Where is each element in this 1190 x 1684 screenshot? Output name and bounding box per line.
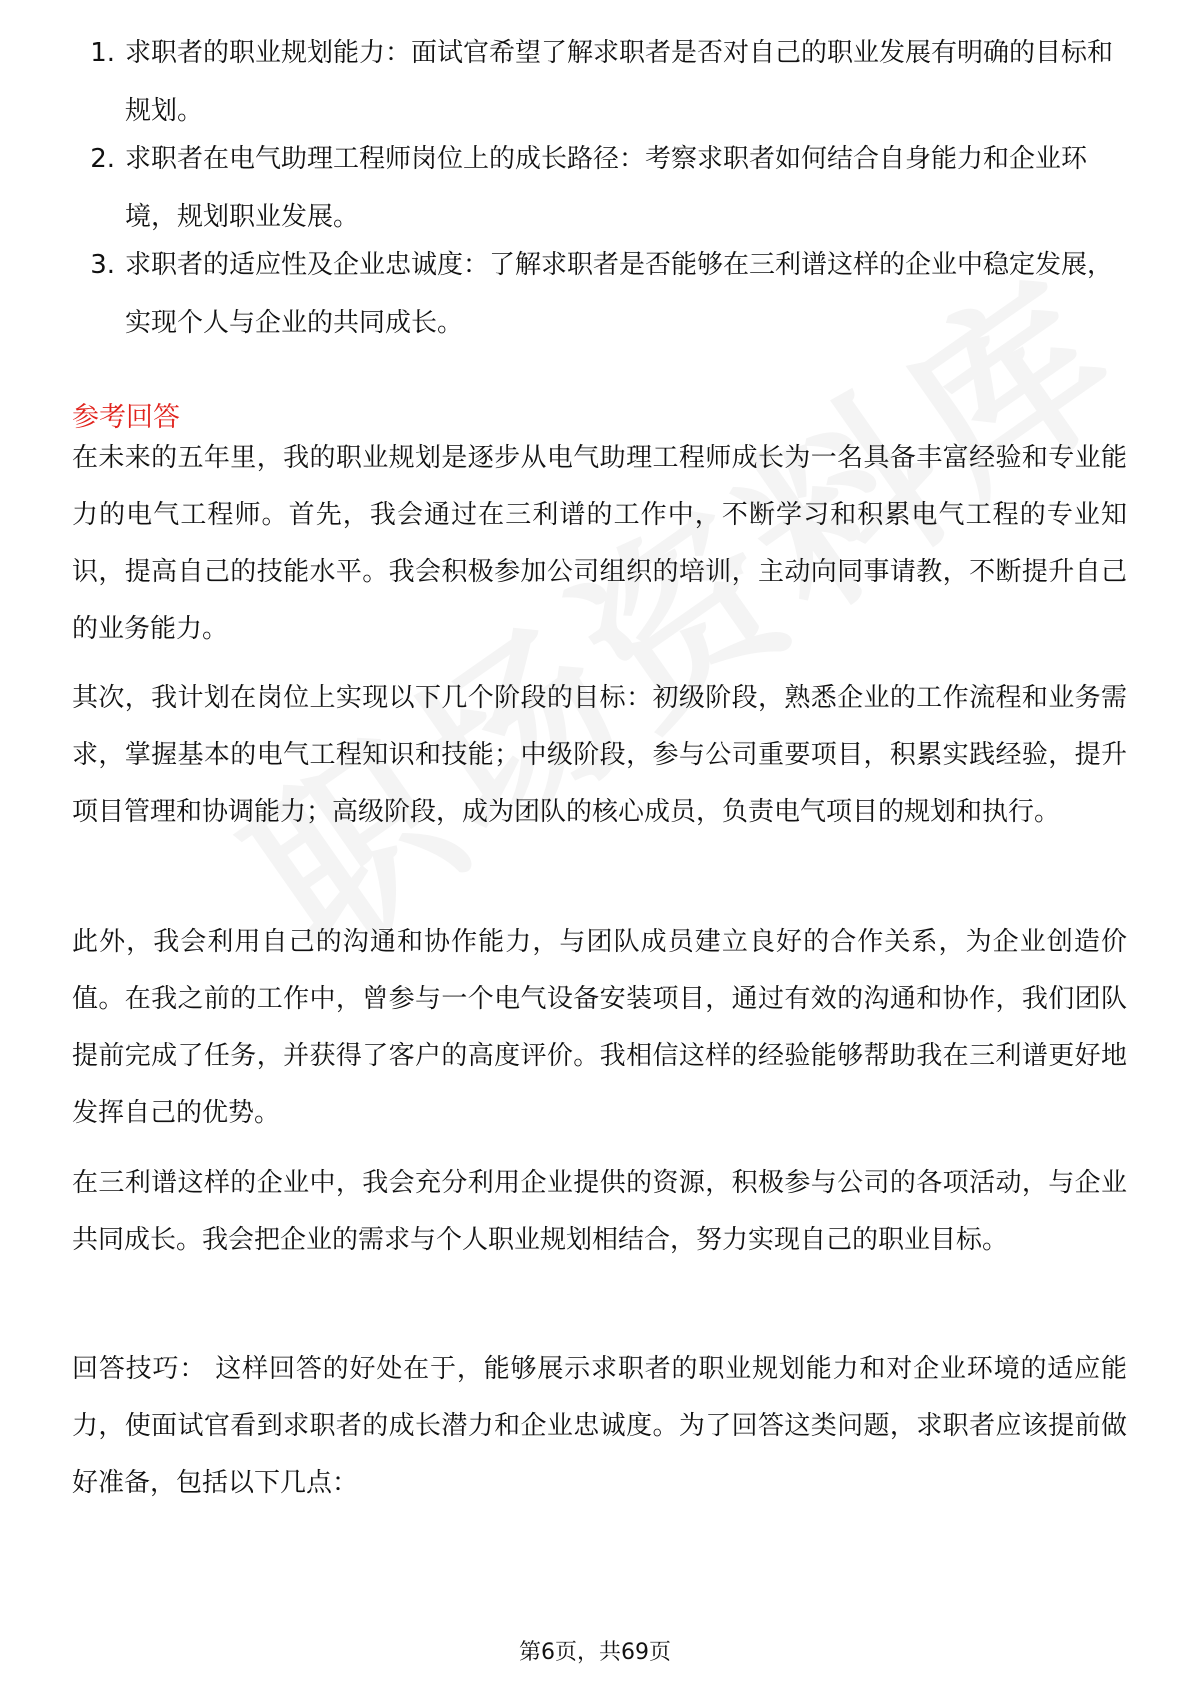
answer-paragraph: 在未来的五年里，我的职业规划是逐步从电气助理工程师成长为一名具备丰富经验和专业能力的电气工程师。首先，我会通过在三利谱的工作中，不断学习和积累电气工程的专业知识，提高自己的技能水平。我会积极参加公司组织的培训，主动向同事请教，不断提升自己的业务能力。 bbox=[72, 443, 1127, 644]
list-item bbox=[90, 236, 1115, 352]
list-item-text: 求职者的适应性及企业忠诚度：了解求职者是否能够在三利谱这样的企业中稳定发展，实现个人与企业的共同成长。 bbox=[125, 250, 1114, 338]
tips-paragraph: 回答技巧： 这样回答的好处在于，能够展示求职者的职业规划能力和对企业环境的适应能力，使面试官看到求职者的成长潜力和企业忠诚度。为了回答这类问题，求职者应该提前做好准备，包括以下几点： bbox=[72, 1354, 1127, 1498]
list-item-number: 1. bbox=[90, 38, 115, 68]
answer-paragraph: 此外，我会利用自己的沟通和协作能力，与团队成员建立良好的合作关系，为企业创造价值。在我之前的工作中，曾参与一个电气设备安装项目，通过有效的沟通和协作，我们团队提前完成了任务，并获得了客户的高度评价。我相信这样的经验能够帮助我在三利谱更好地发挥自己的优势。 bbox=[72, 927, 1127, 1128]
list-item-number: 2. bbox=[90, 144, 115, 174]
page-number: 第6页，共69页 bbox=[519, 1640, 671, 1665]
answer-paragraph: 其次，我计划在岗位上实现以下几个阶段的目标：初级阶段，熟悉企业的工作流程和业务需求，掌握基本的电气工程知识和技能；中级阶段，参与公司重要项目，积累实践经验，提升项目管理和协调能力；高级阶段，成为团队的核心成员，负责电气项目的规划和执行。 bbox=[72, 683, 1127, 827]
list-item-text: 求职者在电气助理工程师岗位上的成长路径：考察求职者如何结合自身能力和企业环境，规划职业发展。 bbox=[125, 144, 1088, 232]
answer-paragraph: 在三利谱这样的企业中，我会充分利用企业提供的资源，积极参与公司的各项活动，与企业共同成长。我会把企业的需求与个人职业规划相结合，努力实现自己的职业目标。 bbox=[72, 1168, 1127, 1255]
section-heading: 参考回答 bbox=[72, 402, 180, 433]
list-item bbox=[90, 130, 1115, 246]
list-item-text: 求职者的职业规划能力：面试官希望了解求职者是否对自己的职业发展有明确的目标和规划。 bbox=[125, 38, 1114, 126]
list-item-number: 3. bbox=[90, 250, 115, 280]
list-item bbox=[90, 24, 1115, 140]
